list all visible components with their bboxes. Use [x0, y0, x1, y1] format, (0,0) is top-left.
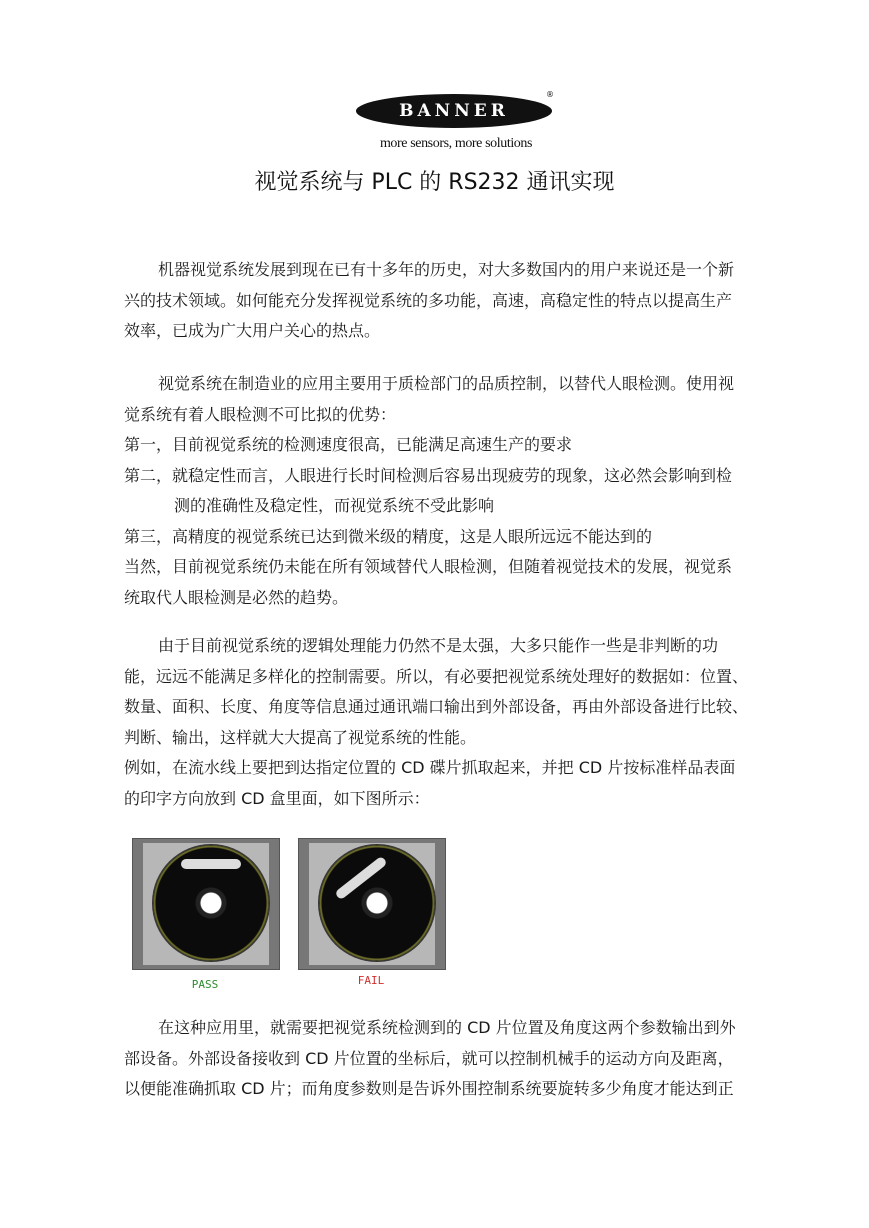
paragraph-line: 当然，目前视觉系统仍未能在所有领域替代人眼检测，但随着视觉技术的发展，视觉系 — [124, 557, 733, 576]
paragraph-line: 以便能准确抓取 CD 片；而角度参数则是告诉外围控制系统要旋转多少角度才能达到正 — [124, 1079, 734, 1098]
paragraph-line: 视觉系统在制造业的应用主要用于质检部门的品质控制，以替代人眼检测。使用视 — [158, 374, 735, 393]
paragraph-line: 例如，在流水线上要把到达指定位置的 CD 碟片抓取起来，并把 CD 片按标准样品表面 — [124, 758, 736, 777]
document-title: 视觉系统与 PLC 的 RS232 通讯实现 — [254, 170, 615, 195]
paragraph-line: 判断、输出，这样就大大提高了视觉系统的性能。 — [124, 727, 477, 747]
paragraph-line: 统取代人眼检测是必然的趋势。 — [124, 587, 349, 607]
logo-tagline: more sensors, more solutions — [379, 136, 533, 151]
fail-caption: FAIL — [357, 974, 385, 987]
paragraph-line: 兴的技术领域。如何能充分发挥视觉系统的多功能，高速，高稳定性的特点以提高生产 — [124, 290, 733, 310]
cd-disc-pass — [153, 845, 269, 961]
disc-print-label — [181, 859, 241, 869]
paragraph-line: 效率，已成为广大用户关心的热点。 — [124, 321, 381, 340]
list-item-third: 第三，高精度的视觉系统已达到微米级的精度，这是人眼所远远不能达到的 — [124, 526, 653, 546]
paragraph-line: 数量、面积、长度、角度等信息通过通讯端口输出到外部设备，再由外部设备进行比较、 — [124, 697, 749, 716]
list-item-second-cont: 测的准确性及稳定性，而视觉系统不受此影响 — [174, 496, 495, 515]
banner-logo — [356, 90, 556, 154]
paragraph-line: 在这种应用里，就需要把视觉系统检测到的 CD 片位置及角度这两个参数输出到外 — [158, 1018, 736, 1037]
paragraph-intro — [124, 255, 786, 347]
paragraph-line: 由于目前视觉系统的逻辑处理能力仍然不是太强，大多只能作一些是非判断的功 — [158, 636, 719, 655]
paragraph-line: 部设备。外部设备接收到 CD 片位置的坐标后，就可以控制机械手的运动方向及距离， — [124, 1048, 734, 1068]
registered-mark: ® — [546, 90, 554, 99]
paragraph-line: 觉系统有着人眼检测不可比拟的优势： — [124, 404, 397, 424]
cd-pass-image — [132, 838, 280, 970]
logo-wordmark: BANNER — [399, 101, 509, 121]
paragraph-communication — [124, 631, 786, 814]
cd-fail-image — [298, 838, 446, 970]
cd-inspection-figure — [132, 838, 452, 998]
cd-disc-fail — [319, 845, 435, 961]
paragraph-application — [124, 1013, 786, 1105]
list-item-first: 第一，目前视觉系统的检测速度很高，已能满足高速生产的要求 — [124, 435, 573, 454]
pass-caption: PASS — [191, 978, 219, 991]
paragraph-line: 能，远远不能满足多样化的控制需要。所以，有必要把视觉系统处理好的数据如：位置、 — [124, 666, 749, 686]
list-item-second: 第二，就稳定性而言，人眼进行长时间检测后容易出现疲劳的现象，这必然会影响到检 — [124, 465, 733, 485]
disc-print-label — [334, 856, 387, 901]
paragraph-line: 的印字方向放到 CD 盒里面，如下图所示： — [124, 788, 430, 808]
paragraph-line: 机器视觉系统发展到现在已有十多年的历史，对大多数国内的用户来说还是一个新 — [158, 260, 735, 279]
paragraph-advantages — [124, 369, 786, 613]
